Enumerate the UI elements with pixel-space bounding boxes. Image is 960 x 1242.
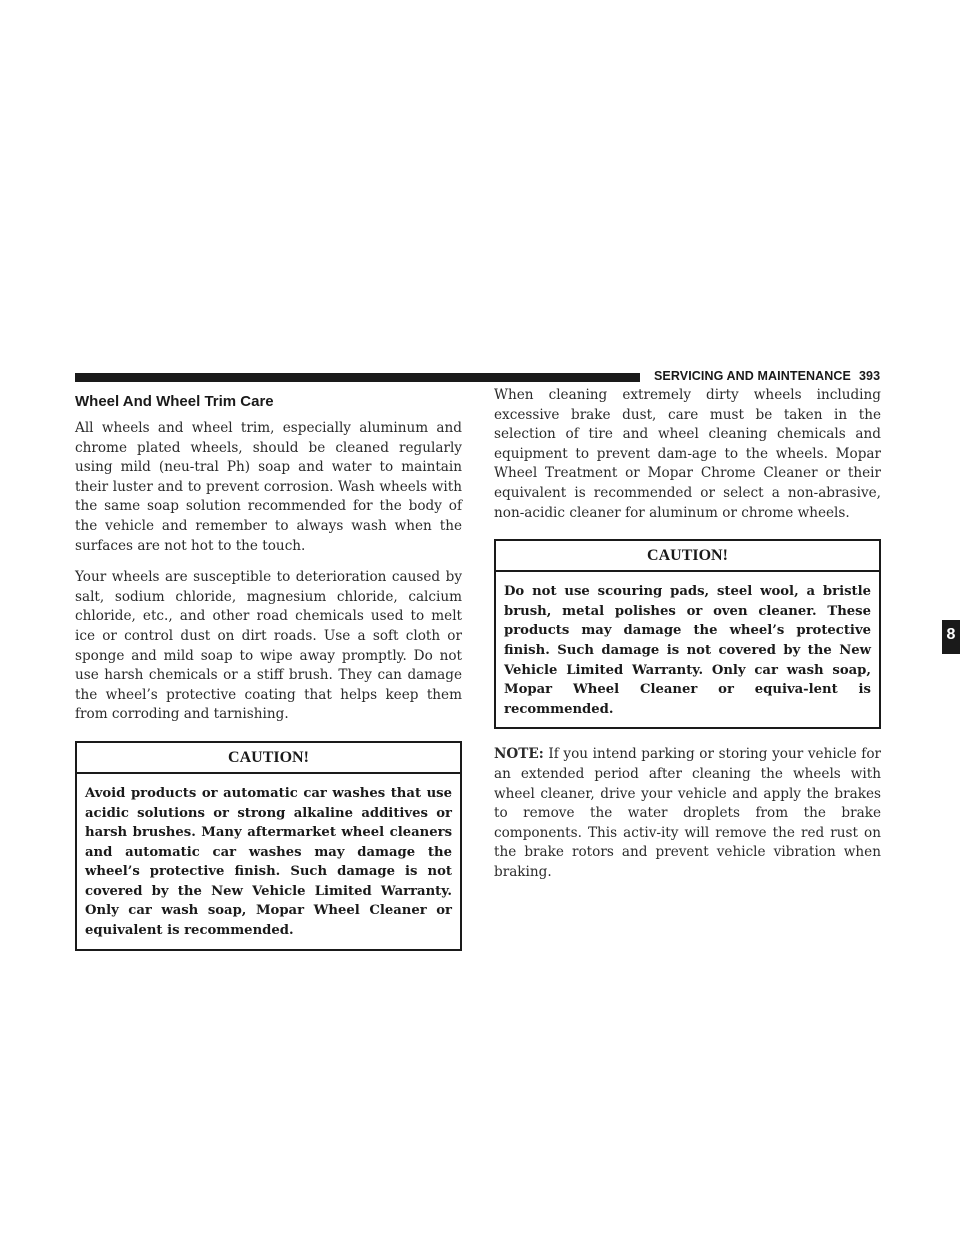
chapter-number: 8 (946, 626, 956, 643)
header-rule (75, 373, 640, 382)
right-column (494, 386, 881, 894)
caution-text: Do not use scouring pads, steel wool, a bristle brush, metal polishes or oven cleaner. These products may damage the wheel’s protective finish. Such damage is not covered by the New Vehicle Limited Warranty. Only car wash soap, Mopar Wheel Cleaner or equiva-lent is recommended. (504, 584, 871, 717)
page-number: 393 (858, 369, 881, 383)
note-paragraph (494, 745, 881, 882)
section-title: Wheel And Wheel Trim Care (75, 393, 274, 410)
paragraph: All wheels and wheel trim, especially aluminum and chrome plated wheels, should be cleaned regularly using mild (neu-tral Ph) soap and water to maintain their luster and to prevent corrosion. Wash wheels with the same soap solution recommended for the body of the vehicle and remember to always wash when the surfaces are not hot to the touch. (75, 420, 462, 554)
section-name: SERVICING AND MAINTENANCE (654, 369, 851, 383)
note-text: If you intend parking or storing your vehicle for an extended period after cleaning the wheels with wheel cleaner, drive your vehicle and apply the brakes to remove the water droplets from the brake components. This activ-ity will remove the red rust on the brake rotors and prevent vehicle vibration when braking. (494, 746, 881, 880)
caution-box (494, 539, 881, 729)
paragraph: Your wheels are susceptible to deterioration caused by salt, sodium chloride, magnesium chloride, calcium chloride, etc., and other road chemicals used to melt ice or control dust on dirt roads. Use a soft cloth or sponge and mild soap to wipe away promptly. Do not use harsh chemicals or a stiff brush. They can damage the wheel’s protective coating that helps keep them from corroding and tarnishing. (75, 569, 462, 723)
caution-text: Avoid products or automatic car washes that use acidic solutions or strong alkaline additives or harsh brushes. Many aftermarket wheel cleaners and automatic car washes may damage the wheel’s protective finish. Such damage is not covered by the New Vehicle Limited Warranty. Only car wash soap, Mopar Wheel Cleaner or equivalent is recommended. (85, 785, 452, 939)
running-header (654, 369, 880, 383)
chapter-tab (942, 620, 960, 654)
caution-title: CAUTION! (77, 743, 460, 774)
left-column (75, 393, 462, 967)
caution-box (75, 741, 462, 951)
note-label: NOTE: (494, 746, 544, 763)
paragraph: When cleaning extremely dirty wheels including excessive brake dust, care must be taken in the selection of tire and wheel cleaning chemicals and equipment to prevent dam-age to the wheels. Mopar Wheel Treatment or Mopar Chrome Cleaner or their equivalent is recommended or select a non-abrasive, non-acidic cleaner for aluminum or chrome wheels. (494, 387, 881, 521)
caution-title: CAUTION! (496, 541, 879, 572)
